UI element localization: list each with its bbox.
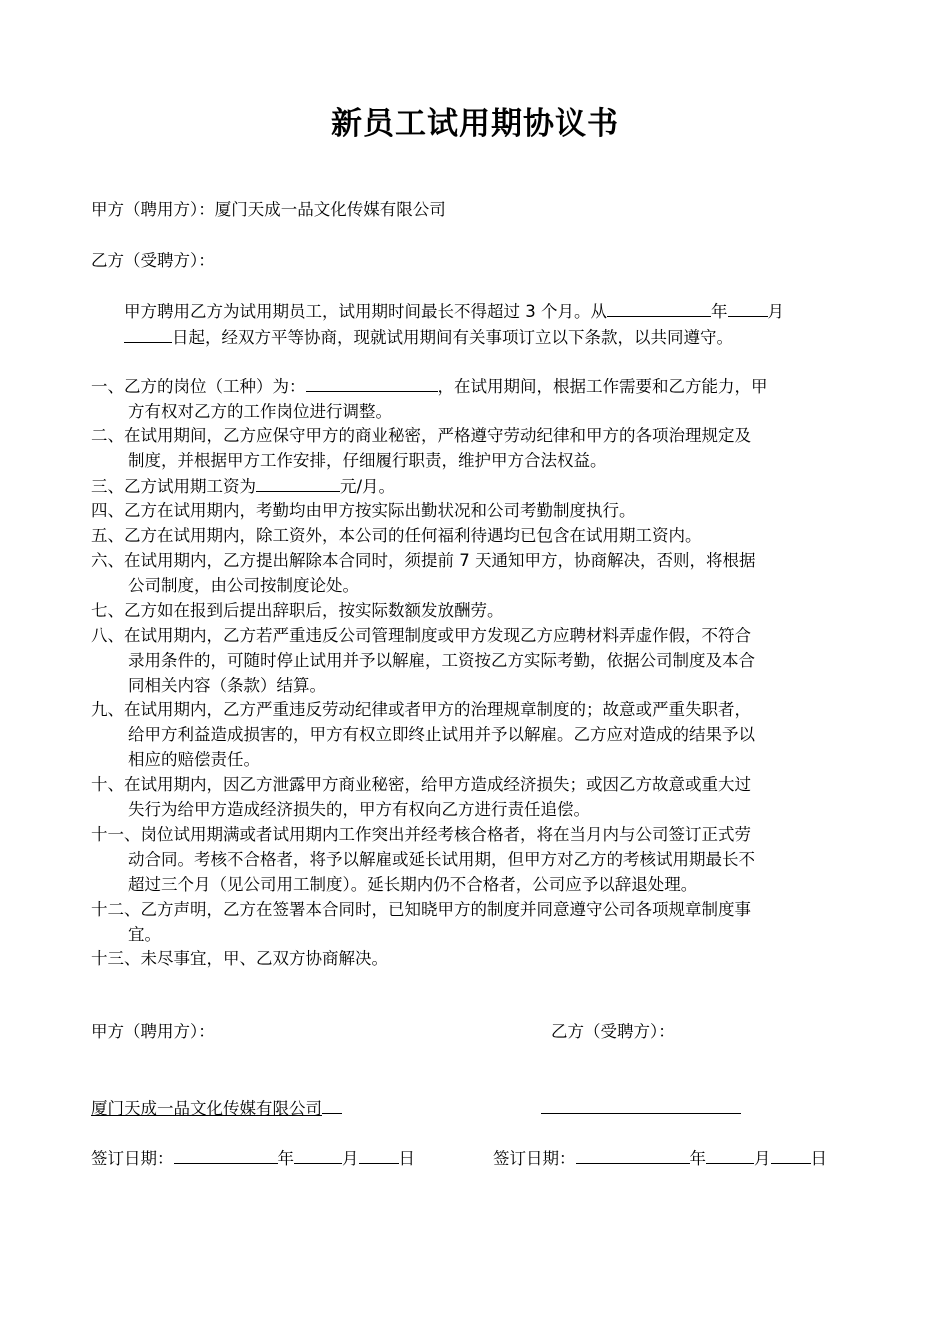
clause-continuation: 动合同。考核不合格者，将予以解雇或延长试用期，但甲方对乙方的考核试用期最长不 [128, 850, 755, 869]
clause-continuation: 同相关内容（条款）结算。 [128, 676, 326, 695]
clause-text: 在试用期内，乙方若严重违反公司管理制度或甲方发现乙方应聘材料弄虚作假，不符合 [124, 626, 751, 645]
position-blank[interactable] [306, 373, 438, 392]
clause-11 [91, 822, 861, 897]
clause-3 [91, 473, 861, 499]
salary-blank[interactable] [256, 473, 340, 492]
clause-continuation: 方有权对乙方的工作岗位进行调整。 [128, 402, 392, 421]
clause-6 [91, 548, 861, 598]
party-b-day-blank[interactable] [771, 1145, 811, 1164]
clause-8 [91, 623, 861, 698]
clause-10 [91, 772, 861, 822]
intro-text-1: 甲方聘用乙方为试用期员工，试用期时间最长不得超过 3 个月。从 [124, 302, 607, 321]
intro-month-label: 月 [767, 302, 784, 321]
clause-number: 六、 [91, 551, 124, 570]
party-a-company-name: 厦门天成一品文化传媒有限公司 [91, 1099, 322, 1118]
party-b-month-blank[interactable] [706, 1145, 754, 1164]
clause-12 [91, 897, 861, 947]
party-a-month-blank[interactable] [294, 1145, 342, 1164]
date-label: 签订日期： [91, 1149, 174, 1168]
intro-year-label: 年 [711, 302, 728, 321]
clause-text: 在试用期内，因乙方泄露甲方商业秘密，给甲方造成经济损失；或因乙方故意或重大过 [124, 775, 751, 794]
clause-text: 乙方试用期工资为 [124, 477, 256, 496]
page-title: 新员工试用期协议书 [331, 106, 619, 142]
clause-text: 乙方在试用期内，除工资外，本公司的任何福利待遇均已包含在试用期工资内。 [124, 526, 702, 545]
signature-party-b-name [541, 1095, 741, 1121]
clause-7 [91, 598, 861, 623]
clause-text: 乙方声明，乙方在签署本合同时，已知晓甲方的制度并同意遵守公司各项规章制度事 [140, 900, 751, 919]
party-a-label: 甲方（聘用方）： [91, 200, 215, 219]
clause-continuation: 公司制度，由公司按制度论处。 [128, 576, 359, 595]
clause-number: 四、 [91, 501, 124, 520]
day-label: 日 [810, 1149, 827, 1168]
date-label: 签订日期： [493, 1149, 576, 1168]
clause-number: 一、 [91, 377, 124, 396]
clause-text: 未尽事宜，甲、乙双方协商解决。 [140, 949, 388, 968]
clause-5 [91, 523, 861, 548]
day-label: 日 [398, 1149, 415, 1168]
clause-continuation: 相应的赔偿责任。 [128, 750, 260, 769]
clause-number: 五、 [91, 526, 124, 545]
clause-2 [91, 423, 861, 473]
clause-text: 元/月。 [340, 477, 396, 496]
clause-1 [91, 373, 861, 424]
clause-continuation: 给甲方利益造成损害的，甲方有权立即终止试用并予以解雇。乙方应对造成的结果予以 [128, 725, 755, 744]
clause-continuation: 宜。 [128, 925, 161, 944]
start-day-blank[interactable] [124, 324, 172, 343]
month-label: 月 [754, 1149, 771, 1168]
party-b-year-blank[interactable] [576, 1145, 690, 1164]
clause-9 [91, 697, 861, 772]
clause-number: 八、 [91, 626, 124, 645]
clause-text: 在试用期内，乙方提出解除本合同时，须提前 7 天通知甲方，协商解决，否则，将根据 [124, 551, 756, 570]
party-a-line [91, 198, 446, 222]
clause-text: 乙方如在报到后提出辞职后，按实际数额发放酬劳。 [124, 601, 504, 620]
clause-13 [91, 946, 861, 971]
clause-text: 岗位试用期满或者试用期内工作突出并经考核合格者，将在当月内与公司签订正式劳 [140, 825, 751, 844]
party-a-name-trailing-line [322, 1095, 342, 1114]
clause-number: 十三、 [91, 949, 141, 968]
intro-paragraph [124, 298, 864, 350]
party-a-name: 厦门天成一品文化传媒有限公司 [214, 200, 446, 219]
party-b-line [91, 249, 215, 273]
start-year-blank[interactable] [607, 298, 711, 317]
party-a-year-blank[interactable] [174, 1145, 278, 1164]
month-label: 月 [342, 1149, 359, 1168]
start-month-blank[interactable] [728, 298, 768, 317]
party-a-sign-date [91, 1145, 415, 1171]
clause-text: 乙方在试用期内，考勤均由甲方按实际出勤状况和公司考勤制度执行。 [124, 501, 636, 520]
intro-text-2: 日起，经双方平等协商，现就试用期间有关事项订立以下条款，以共同遵守。 [172, 328, 733, 347]
clause-text: ，在试用期间，根据工作需要和乙方能力，甲 [437, 377, 768, 396]
clause-text: 乙方的岗位（工种）为： [124, 377, 306, 396]
clause-number: 十、 [91, 775, 124, 794]
signature-party-a-label: 甲方（聘用方）： [91, 1022, 215, 1041]
clause-continuation: 制度，并根据甲方工作安排，仔细履行职责，维护甲方合法权益。 [128, 451, 607, 470]
clause-number: 十二、 [91, 900, 141, 919]
party-b-label: 乙方（受聘方）： [91, 251, 215, 270]
clause-continuation: 失行为给甲方造成经济损失的，甲方有权向乙方进行责任追偿。 [128, 800, 590, 819]
signature-party-a-name [91, 1095, 342, 1121]
party-b-sign-date [493, 1145, 827, 1171]
clause-number: 十一、 [91, 825, 141, 844]
party-a-day-blank[interactable] [359, 1145, 399, 1164]
clause-continuation: 超过三个月（见公司用工制度）。延长期内仍不合格者，公司应予以辞退处理。 [128, 875, 698, 894]
year-label: 年 [689, 1149, 706, 1168]
clause-text: 在试用期间，乙方应保守甲方的商业秘密，严格遵守劳动纪律和甲方的各项治理规定及 [124, 426, 751, 445]
clause-continuation: 录用条件的，可随时停止试用并予以解雇，工资按乙方实际考勤，依据公司制度及本合 [128, 651, 755, 670]
party-b-signature-blank[interactable] [541, 1095, 741, 1114]
signature-party-b-label: 乙方（受聘方）： [551, 1022, 675, 1041]
clause-4 [91, 498, 861, 523]
clause-number: 三、 [91, 477, 124, 496]
clause-number: 二、 [91, 426, 124, 445]
year-label: 年 [277, 1149, 294, 1168]
clause-text: 在试用期内，乙方严重违反劳动纪律或者甲方的治理规章制度的；故意或严重失职者， [124, 700, 751, 719]
clause-number: 七、 [91, 601, 124, 620]
clause-number: 九、 [91, 700, 124, 719]
